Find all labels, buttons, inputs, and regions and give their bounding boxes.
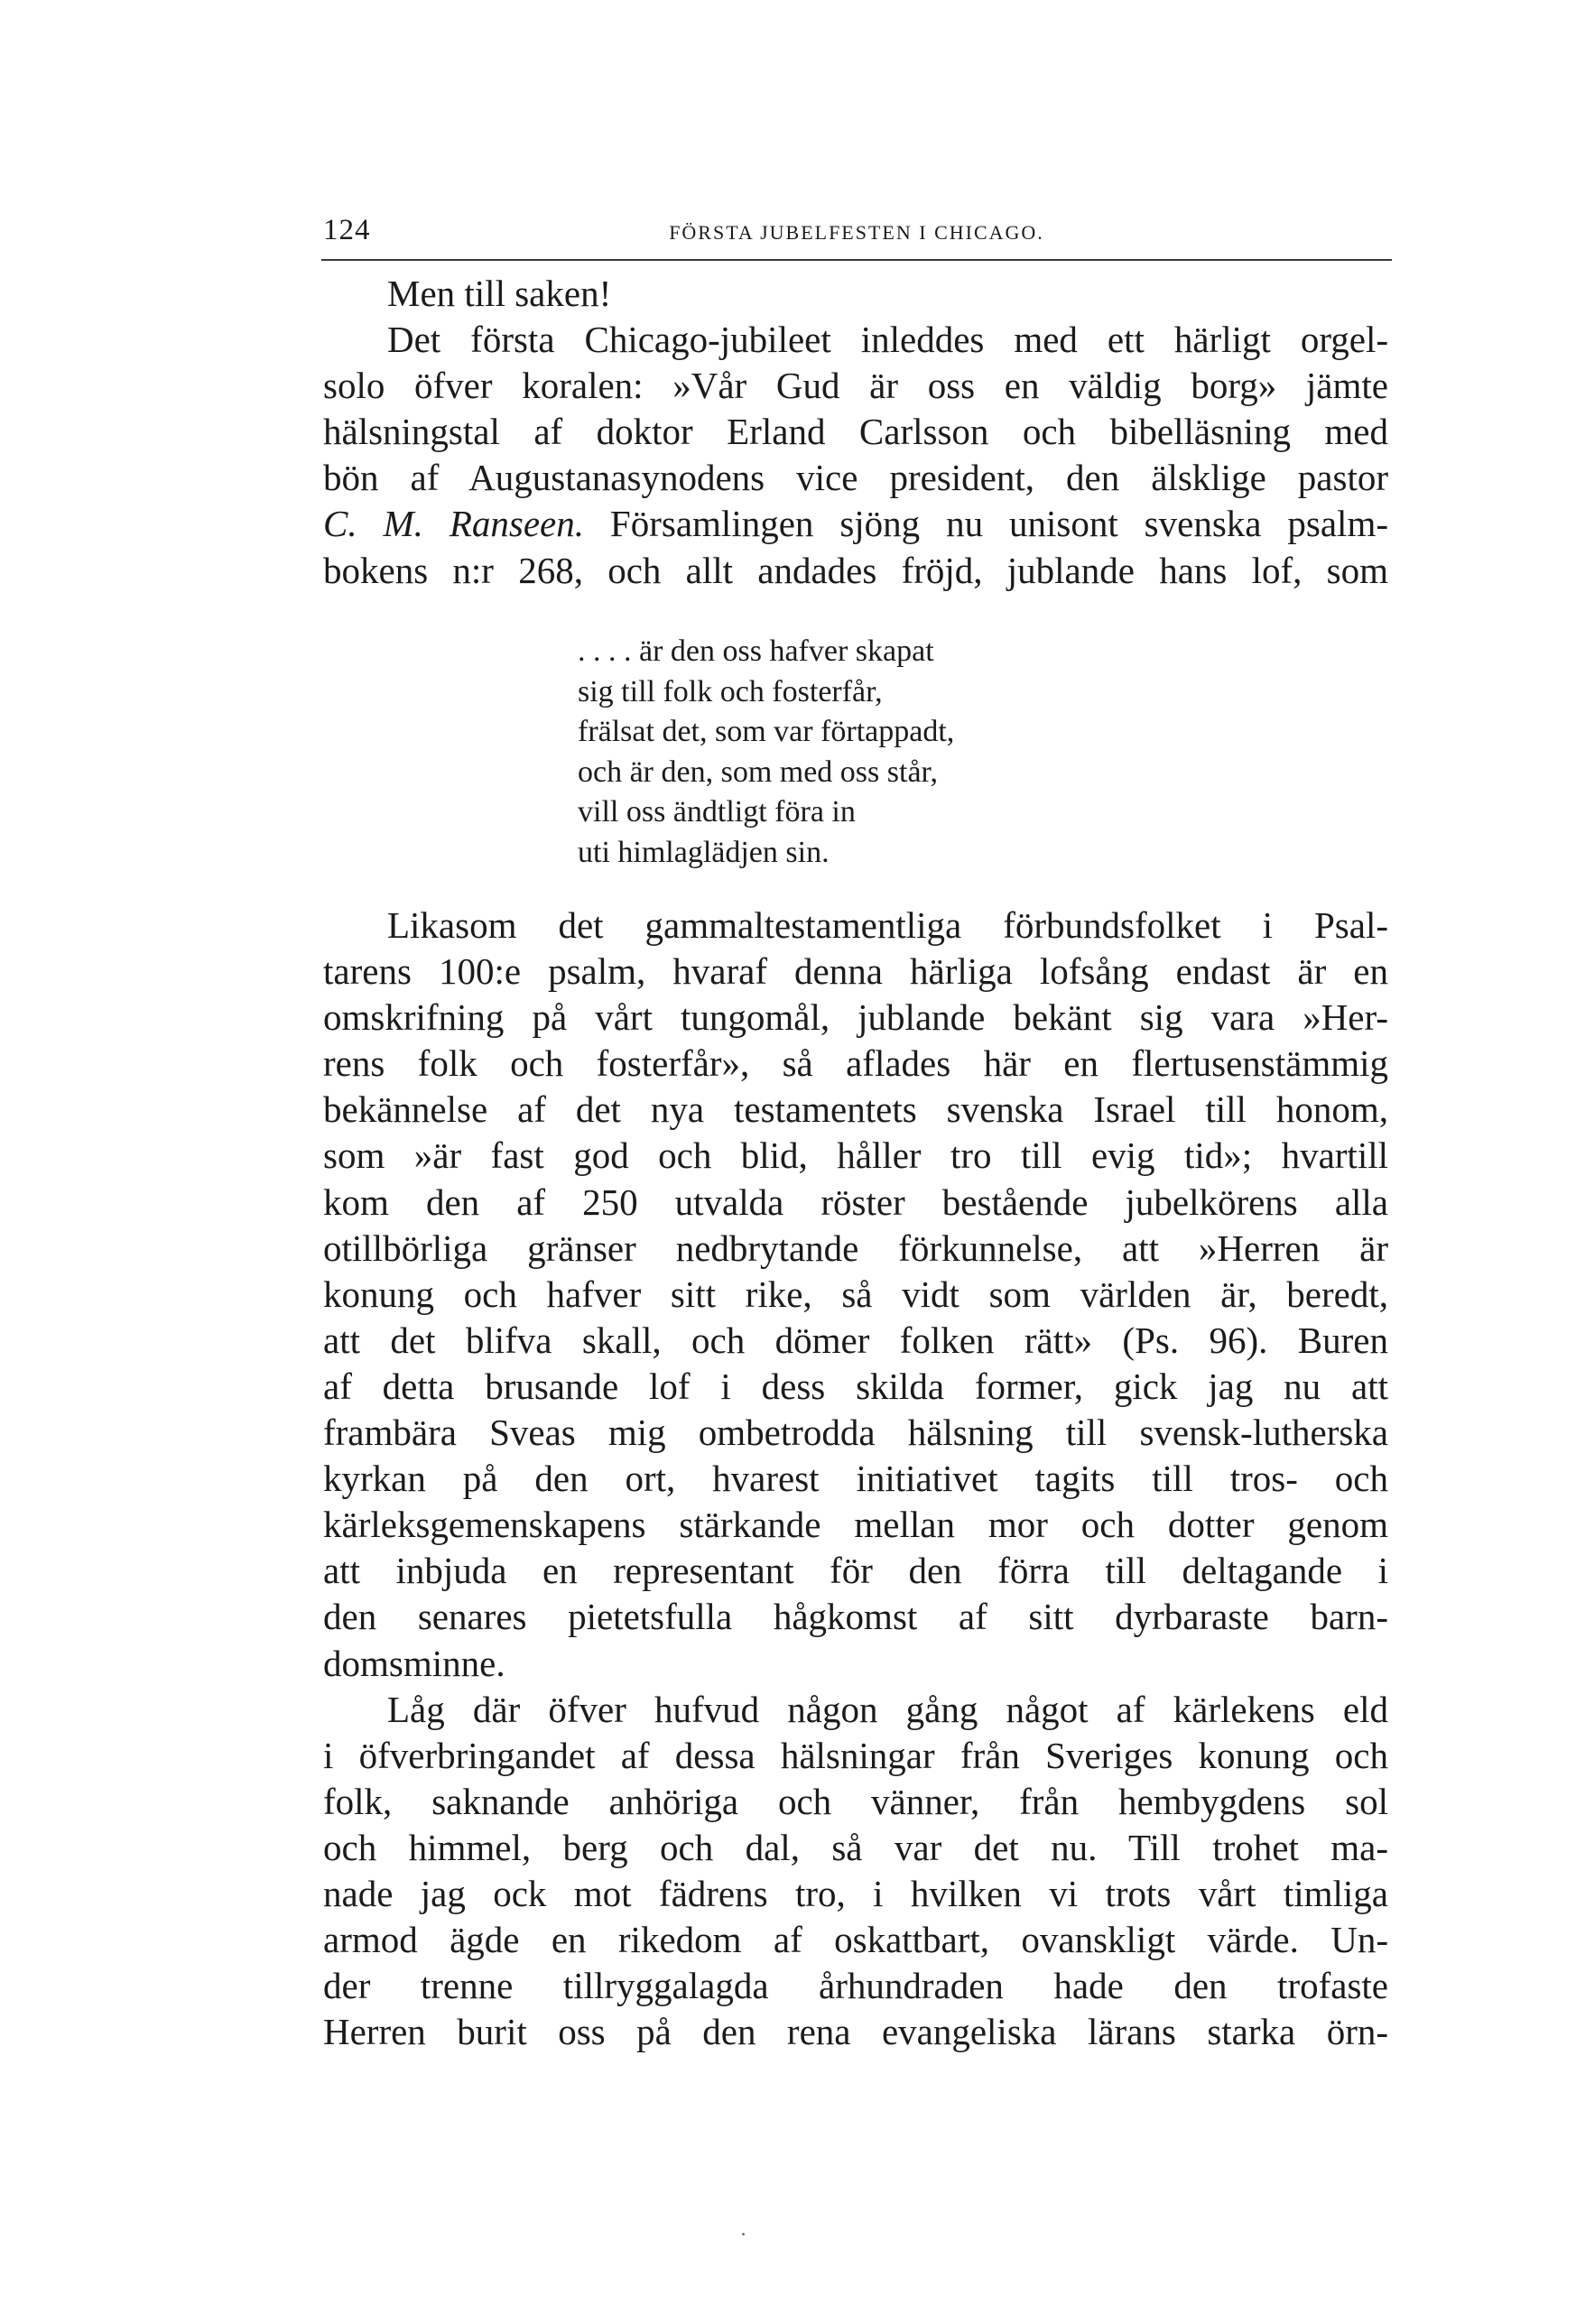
- text-line: den senares pietetsfulla hågkomst af sitt dyrbaraste barn-: [323, 1596, 1388, 1638]
- text-line: rens folk och fosterfår», så aflades här en flertusenstämmig: [323, 1042, 1388, 1085]
- text-line: nade jag ock mot fädrens tro, i hvilken vi trots vårt timliga: [323, 1872, 1388, 1914]
- paragraph-main: [323, 903, 1388, 2055]
- text-line: som »är fast god och blid, håller tro till evig tid»; hvartill: [323, 1134, 1388, 1177]
- text-line: hälsningstal af doktor Erland Carlsson och bibelläsning med: [323, 411, 1388, 453]
- paragraph-opening: [323, 271, 1388, 594]
- text-line: bön af Augustanasynodens vice president, den älsklige pastor: [323, 457, 1388, 499]
- text-line-with-name: [323, 501, 1388, 547]
- text-line: att inbjuda en representant för den förra till deltagande i: [323, 1550, 1388, 1592]
- verse-line: uti himlaglädjen sin.: [578, 835, 830, 869]
- text-line: kyrkan på den ort, hvarest initiativet tagits till tros- och: [323, 1458, 1388, 1500]
- text-line: bokens n:r 268, och allt andades fröjd, jublande hans lof, som: [323, 549, 1388, 591]
- text-line: Men till saken!: [387, 273, 612, 314]
- text-line: i öfverbringandet af dessa hälsningar från Sveriges konung och: [323, 1734, 1388, 1776]
- text-line: folk, saknande anhöriga och vänner, från hembygdens sol: [323, 1780, 1388, 1822]
- verse-line: sig till folk och fosterfår,: [578, 674, 883, 708]
- text-line: frambära Sveas mig ombetrodda hälsning till svensk-lutherska: [323, 1412, 1388, 1454]
- text-line: bekännelse af det nya testamentets svenska Israel till honom,: [323, 1088, 1388, 1131]
- text-line: af detta brusande lof i dess skilda former, gick jag nu att: [323, 1365, 1388, 1407]
- text-line: Det första Chicago-jubileet inleddes med ett härligt orgel-: [387, 319, 1388, 361]
- text-line: kärleksgemenskapens stärkande mellan mor och dotter genom: [323, 1504, 1388, 1546]
- text-line: solo öfver koralen: »Vår Gud är oss en väldig borg» jämte: [323, 365, 1388, 407]
- text-line: Låg där öfver hufvud någon gång något af kärlekens eld: [387, 1688, 1388, 1730]
- text-line: att det blifva skall, och dömer folken rätt» (Ps. 96). Buren: [323, 1319, 1388, 1361]
- text-line: domsminne.: [323, 1642, 505, 1684]
- text-line: kom den af 250 utvalda röster bestående jubelkörens alla: [323, 1181, 1388, 1223]
- verse-line: och är den, som med oss står,: [578, 755, 939, 789]
- verse-line: vill oss ändtligt föra in: [578, 795, 856, 829]
- text-line: omskrifning på vårt tungomål, jublande bekänt sig vara »Her-: [323, 996, 1388, 1039]
- text-line: Likasom det gammaltestamentliga förbundsfolket i Psal-: [387, 904, 1388, 946]
- running-title: FÖRSTA JUBELFESTEN I CHICAGO.: [669, 221, 1044, 244]
- running-head: [321, 214, 1392, 268]
- text-line-rest: Församlingen sjöng nu unisont svenska psalm-: [609, 503, 1388, 545]
- text-line: tarens 100:e psalm, hvaraf denna härliga lofsång endast är en: [323, 950, 1388, 993]
- italic-name: C. M. Ranseen.: [323, 503, 584, 545]
- header-rule: [321, 259, 1392, 261]
- hymn-verse: [578, 632, 1210, 873]
- verse-line: frälsat det, som var förtappadt,: [578, 715, 955, 748]
- text-line: der trenne tillryggalagda århundraden hade den trofaste: [323, 1965, 1388, 2007]
- page-number: 124: [323, 214, 371, 246]
- text-line: Herren burit oss på den rena evangeliska lärans starka örn-: [323, 2011, 1388, 2053]
- text-line: och himmel, berg och dal, så var det nu. Till trohet ma-: [323, 1826, 1388, 1868]
- text-line: konung och hafver sitt rike, så vidt som världen är, beredt,: [323, 1273, 1388, 1315]
- text-line: otillbörliga gränser nedbrytande förkunnelse, att »Herren är: [323, 1227, 1388, 1269]
- verse-line: . . . . är den oss hafver skapat: [578, 634, 934, 668]
- ink-speck: [742, 2233, 745, 2236]
- text-line: armod ägde en rikedom af oskattbart, ovanskligt värde. Un-: [323, 1919, 1388, 1961]
